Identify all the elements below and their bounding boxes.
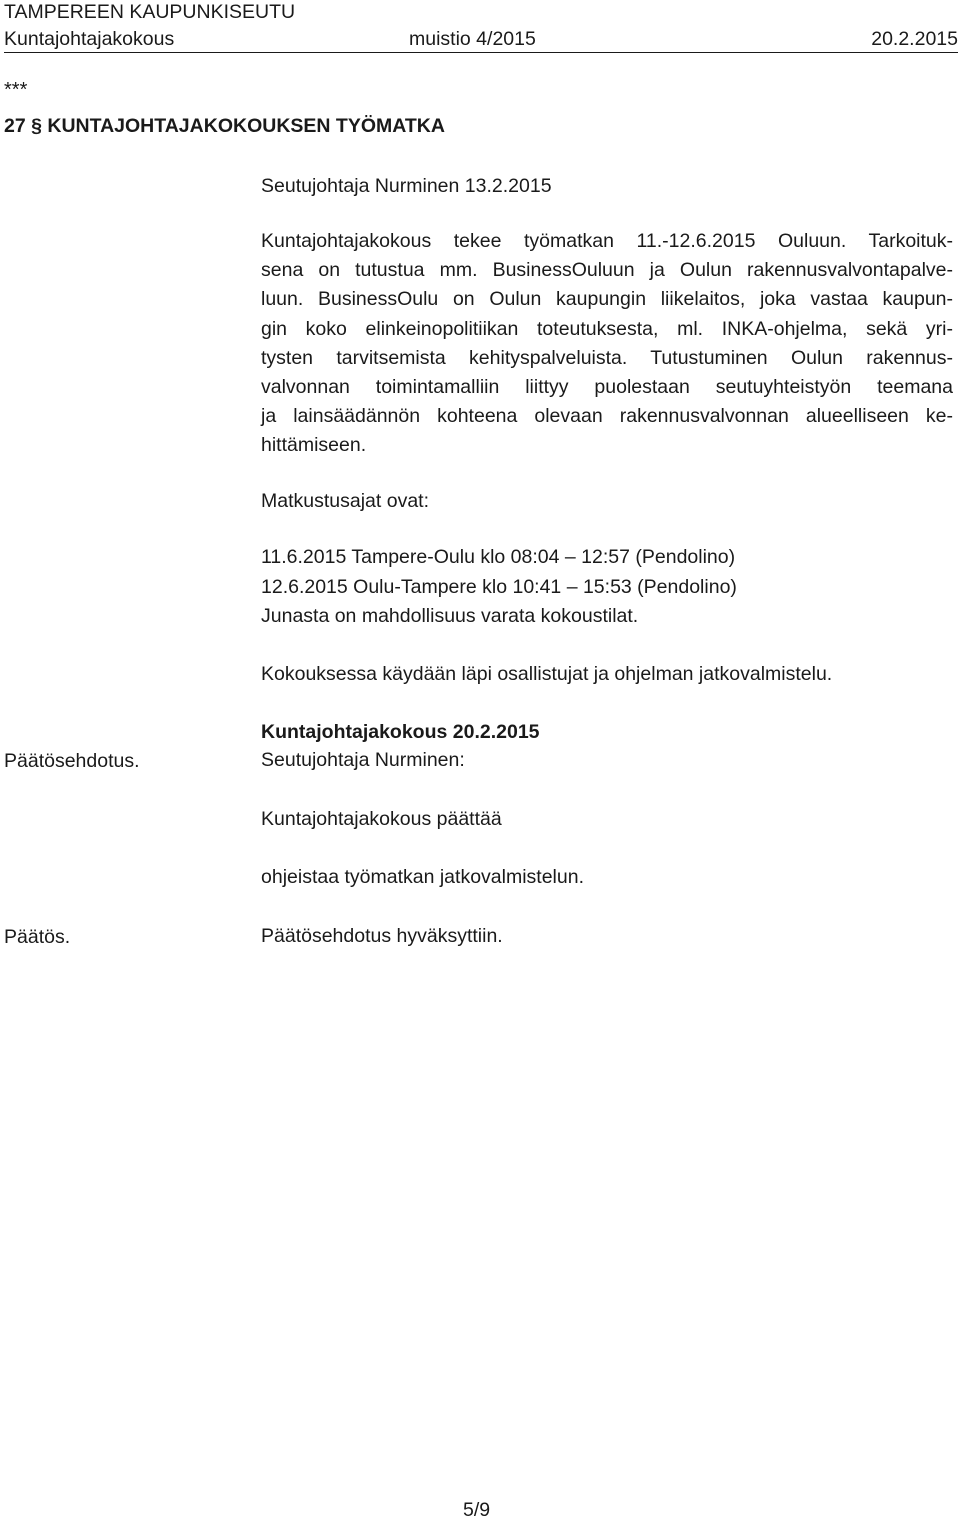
travel-line-note: Junasta on mahdollisuus varata kokoustilat.	[261, 605, 639, 627]
paragraph-line: hittämiseen.	[261, 434, 367, 457]
paragraph-line: luun. BusinessOulu on Oulun kaupungin liikelaitos, joka vastaa kaupun-	[261, 288, 953, 311]
decision-label: Päätös.	[4, 926, 71, 948]
travel-line-outbound: 11.6.2015 Tampere-Oulu klo 08:04 – 12:57 (Pendolino)	[261, 546, 736, 568]
header-memo: muistio 4/2015	[409, 28, 536, 50]
paragraph-line: Kuntajohtajakokous tekee työmatkan 11.-12.6.2015 Ouluun. Tarkoituk-	[261, 230, 953, 252]
paragraph-line: sena on tutustua mm. BusinessOuluun ja Oulun rakennusvalvontapalve-	[261, 259, 953, 282]
paragraph-line: ja lainsäädännön kohteena olevaan rakennusvalvonnan alueelliseen ke-	[261, 405, 953, 428]
proposal-decides: Kuntajohtajakokous päättää	[261, 808, 502, 830]
travel-line-return: 12.6.2015 Oulu-Tampere klo 10:41 – 15:53 (Pendolino)	[261, 576, 737, 598]
section-title: 27 § KUNTAJOHTAJAKOKOUKSEN TYÖMATKA	[4, 115, 445, 137]
meeting-note: Kokouksessa käydään läpi osallistujat ja ohjelman jatkovalmistelu.	[261, 663, 833, 685]
paragraph-line: valvonnan toimintamalliin liittyy puolestaan seutuyhteistyön teemana	[261, 376, 953, 399]
paragraph-line: tysten tarvitsemista kehityspalveluista. Tutustuminen Oulun rakennus-	[261, 346, 953, 369]
proposal-presenter: Seutujohtaja Nurminen:	[261, 749, 465, 771]
header-meeting: Kuntajohtajakokous	[4, 28, 175, 50]
section-separator-stars: ***	[4, 79, 28, 101]
decision-text: Päätösehdotus hyväksyttiin.	[261, 925, 503, 947]
proposal-instruction: ohjeistaa työmatkan jatkovalmistelun.	[261, 866, 584, 888]
header-organization: TAMPEREEN KAUPUNKISEUTU	[4, 1, 296, 23]
description-paragraph	[261, 227, 953, 461]
proposal-label: Päätösehdotus.	[4, 750, 140, 772]
paragraph-line: gin koko elinkeinopolitiikan toteutuksesta, ml. INKA-ohjelma, sekä yri-	[261, 317, 953, 340]
header-date: 20.2.2015	[871, 28, 958, 50]
proposal-meeting-heading: Kuntajohtajakokous 20.2.2015	[261, 721, 540, 743]
travel-heading: Matkustusajat ovat:	[261, 490, 429, 512]
preparer-line: Seutujohtaja Nurminen 13.2.2015	[261, 175, 552, 197]
page-number: 5/9	[463, 1499, 491, 1521]
header-row	[4, 26, 958, 52]
header-divider	[4, 52, 958, 53]
